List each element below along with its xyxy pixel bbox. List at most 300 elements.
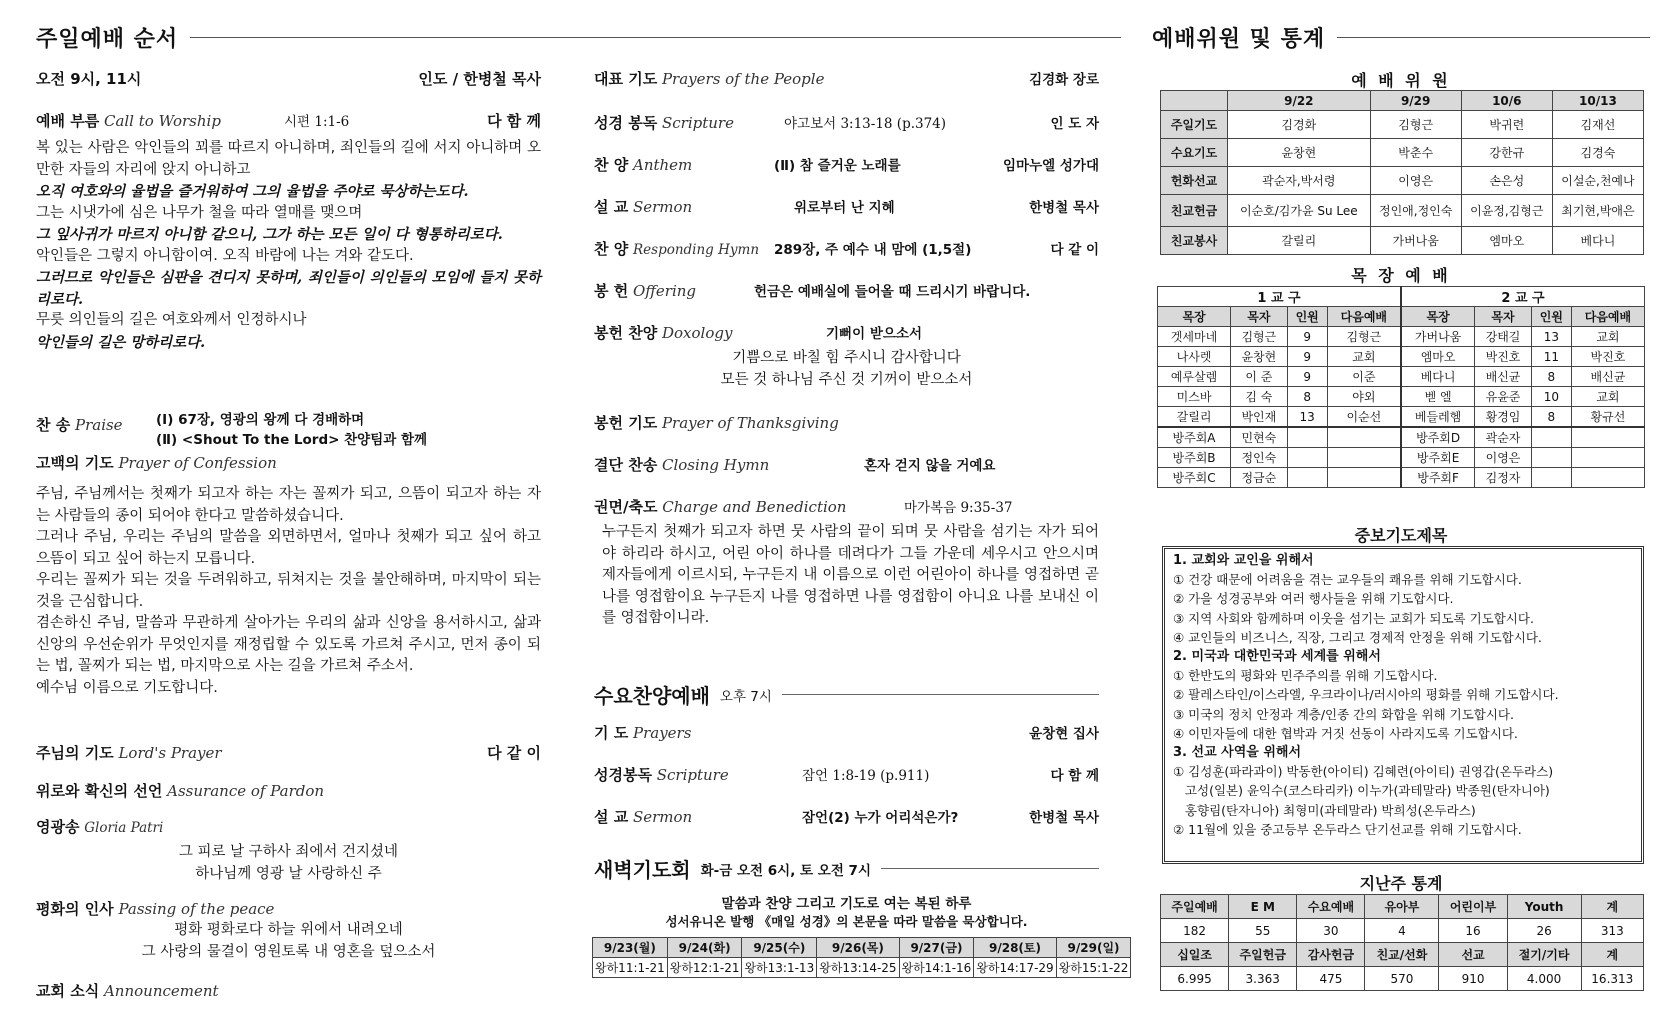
- role-cell: 친교헌금: [1161, 195, 1228, 227]
- prayer-group-heading: 1. 교회와 교인을 위해서: [1173, 553, 1314, 568]
- stat-header: 계: [1581, 895, 1643, 919]
- member-cell: 박귀련: [1461, 111, 1552, 139]
- member-cell: 이영은: [1370, 167, 1461, 195]
- table-cell: 나사렛: [1158, 347, 1231, 367]
- charge-benediction: [594, 496, 1099, 517]
- item-english: Doxology: [661, 324, 733, 342]
- table-cell: 8: [1531, 367, 1571, 387]
- table-cell: [1327, 427, 1401, 448]
- psalm-reading: [36, 138, 541, 353]
- stat-header: 친교/선화: [1365, 943, 1439, 967]
- date-header: 10/13: [1552, 91, 1643, 111]
- stat-value: 182: [1161, 919, 1229, 943]
- participant: 윤창현 집사: [1029, 726, 1099, 742]
- member-cell: 갈릴리: [1228, 227, 1371, 255]
- confession-para: 주님, 주님께서는 첫째가 되고자 하는 자는 꼴찌가 되고, 으뜸이 되고자 하는 자는 사람들의 종이 되어야 한다고 말씀하셨습니다.: [36, 486, 541, 524]
- table-cell: 방주회C: [1158, 468, 1231, 488]
- item-english: Sermon: [632, 198, 693, 216]
- table-cell: 엠마오: [1401, 347, 1475, 367]
- prayer-item: ③ 미국의 정치 안정과 계층/인종 간의 화합을 위해 기도합시다.: [1173, 706, 1514, 722]
- member-cell: 김경화: [1228, 111, 1371, 139]
- member-cell: 이설순,천예나: [1552, 167, 1643, 195]
- sermon: [594, 196, 1099, 217]
- order-of-worship-header: [36, 22, 1121, 53]
- table-cell: 곽순자: [1475, 427, 1532, 448]
- offering-note: 헌금은 예배실에 들어올 때 드리시기 바랍니다.: [754, 284, 1031, 300]
- table-cell: 김정자: [1475, 468, 1532, 488]
- participant: 임마누엘 성가대: [1003, 158, 1099, 174]
- item-english: Anthem: [632, 156, 693, 174]
- table-cell: 방주회B: [1158, 448, 1231, 468]
- lyric-line: 모든 것 하나님 주신 것 기꺼이 받으소서: [720, 371, 973, 388]
- table-cell: 13: [1531, 327, 1571, 347]
- dawn-note: 성서유니온 발행 《매일 성경》의 본문을 따라 말씀을 묵상합니다.: [665, 914, 1028, 929]
- table-row: [1161, 111, 1644, 139]
- table-cell: 교회: [1571, 387, 1644, 407]
- table-row: [1158, 448, 1645, 468]
- date-header: 9/29: [1370, 91, 1461, 111]
- table-row: [1158, 287, 1645, 307]
- table-cell: 김형근: [1327, 327, 1401, 347]
- day-header: 9/27(금): [899, 938, 974, 958]
- stat-header: 어린이부: [1439, 895, 1507, 919]
- closing-hymn: [594, 454, 1099, 475]
- scripture-reading: [594, 112, 1099, 133]
- committee-title: 예 배 위 원: [1351, 71, 1451, 90]
- day-header: 9/26(목): [817, 938, 899, 958]
- reading-cell: 왕하13:14-25: [817, 958, 899, 978]
- prayer-item: ④ 교인들의 비즈니스, 직장, 그리고 경제적 안정을 위해 기도합시다.: [1173, 629, 1542, 645]
- role-cell: 주일기도: [1161, 111, 1228, 139]
- item-title: 찬 양: [594, 156, 629, 174]
- stat-header: 계: [1581, 943, 1643, 967]
- wednesday-time: 오후 7시: [719, 688, 772, 705]
- item-title: 영광송: [36, 818, 80, 836]
- item-english: Lord's Prayer: [118, 744, 222, 762]
- col-header: 인원: [1287, 307, 1327, 327]
- doxology-title: 기뻐이 받으소서: [826, 326, 922, 342]
- table-cell: 배신균: [1475, 367, 1532, 387]
- reading-cell: 왕하12:1-21: [667, 958, 742, 978]
- item-english: Scripture: [661, 114, 734, 132]
- reading-cell: 왕하11:1-21: [593, 958, 668, 978]
- table-row: [1161, 919, 1644, 943]
- stats-title: 지난주 통계: [1359, 874, 1443, 893]
- confession-para: 예수님 이름으로 기도합니다.: [36, 679, 218, 696]
- table-cell: 강태길: [1475, 327, 1532, 347]
- dawn-motto: 말씀과 찬양 그리고 기도로 여는 복된 하루: [721, 896, 972, 912]
- psalm-line: 악인들은 그렇지 아니함이여. 오직 바람에 나는 겨와 같도다.: [36, 247, 414, 264]
- item-title: 고백의 기도: [36, 454, 114, 472]
- reading-cell: 왕하14:17-29: [974, 958, 1056, 978]
- table-cell: 방주회D: [1401, 427, 1475, 448]
- col-header: 목자: [1475, 307, 1532, 327]
- item-english: Responding Hymn: [632, 242, 760, 258]
- section-title: 주일예배 순서: [36, 27, 179, 52]
- item-english: Prayers: [632, 724, 692, 742]
- district-1-header: 1 교 구: [1158, 287, 1401, 307]
- prayer-item: ② 11월에 있을 중고등부 온두라스 단기선교를 위해 기도합시다.: [1173, 821, 1522, 837]
- table-cell: 황경임: [1475, 407, 1532, 428]
- table-row: [1161, 167, 1644, 195]
- table-cell: 김형근: [1231, 327, 1288, 347]
- wednesday-prayer: [594, 722, 1099, 743]
- lyric-line: 그 사랑의 물결이 영원토록 내 영혼을 덮으소서: [141, 943, 436, 960]
- item-title: 주님의 기도: [36, 744, 114, 762]
- stat-header: 유아부: [1365, 895, 1439, 919]
- table-row: [593, 938, 1131, 958]
- call-to-worship: [36, 110, 541, 131]
- stat-header: Youth: [1507, 895, 1581, 919]
- table-row: [1158, 468, 1645, 488]
- stat-value: 570: [1365, 967, 1439, 991]
- participant: 인 도 자: [1050, 116, 1099, 132]
- prayer-item: ③ 지역 사회와 함께하며 이웃을 섬기는 교회가 되도록 기도합시다.: [1173, 610, 1534, 626]
- anthem-title: (Ⅱ) 참 즐거운 노래를: [774, 158, 901, 174]
- table-row: [1158, 367, 1645, 387]
- intercession-title: 중보기도제목: [1354, 526, 1448, 545]
- doxology-lyrics: [594, 348, 1099, 391]
- table-cell: 예루살렘: [1158, 367, 1231, 387]
- stat-value: 16.313: [1581, 967, 1643, 991]
- member-cell: 윤창현: [1228, 139, 1371, 167]
- corner-cell: [1161, 91, 1228, 111]
- stat-header: E M: [1229, 895, 1297, 919]
- praise: [36, 412, 541, 448]
- item-title: 봉헌 찬양: [594, 324, 658, 342]
- committee-table: [1160, 90, 1644, 255]
- scripture-ref: 잠언 1:8-19 (p.911): [802, 768, 930, 784]
- table-cell: [1571, 468, 1644, 488]
- lyric-line: 평화 평화로다 하늘 위에서 내려오네: [174, 922, 403, 938]
- confession-text: [36, 484, 541, 699]
- table-cell: 13: [1287, 407, 1327, 428]
- stat-value: 26: [1507, 919, 1581, 943]
- stat-header: 주일헌금: [1229, 943, 1297, 967]
- item-title: 예배 부름: [36, 112, 100, 130]
- stat-value: 910: [1439, 967, 1507, 991]
- role-cell: 수요기도: [1161, 139, 1228, 167]
- peace-lyrics: [36, 920, 541, 963]
- district-2-header: 2 교 구: [1401, 287, 1645, 307]
- table-row: [1158, 387, 1645, 407]
- section-title: 예배위원 및 통계: [1152, 27, 1326, 52]
- table-cell: 유윤준: [1475, 387, 1532, 407]
- item-title: 기 도: [594, 724, 629, 742]
- table-cell: 이순선: [1327, 407, 1401, 428]
- table-row: [1158, 307, 1645, 327]
- member-cell: 김경숙: [1552, 139, 1643, 167]
- table-cell: 8: [1531, 407, 1571, 428]
- prayer-item: ① 한반도의 평화와 민주주의를 위해 기도합시다.: [1173, 668, 1438, 684]
- table-cell: 9: [1287, 347, 1327, 367]
- table-cell: 겟세마네: [1158, 327, 1231, 347]
- doxology: [594, 322, 1099, 343]
- stat-value: 3.363: [1229, 967, 1297, 991]
- participant: 다 함 께: [1050, 768, 1099, 784]
- member-cell: 엠마오: [1461, 227, 1552, 255]
- table-cell: [1531, 448, 1571, 468]
- passing-peace: [36, 898, 274, 919]
- item-english: Praise: [74, 416, 123, 434]
- wednesday-scripture: [594, 764, 1099, 785]
- table-cell: 베들레헴: [1401, 407, 1475, 428]
- table-cell: 박진호: [1475, 347, 1532, 367]
- table-row: [1161, 91, 1644, 111]
- responding-hymn: [594, 238, 1099, 259]
- stat-value: 4: [1365, 919, 1439, 943]
- item-title: 설 교: [594, 808, 629, 826]
- participant: 다 같 이: [1050, 242, 1099, 258]
- member-cell: 베다니: [1552, 227, 1643, 255]
- praise-hymn-2: (Ⅱ) <Shout To the Lord> 찬양팀과 함께: [156, 432, 428, 448]
- gloria-patri: [36, 816, 163, 837]
- table-cell: 9: [1287, 367, 1327, 387]
- hymn-title: 혼자 걷지 않을 거예요: [864, 458, 996, 474]
- table-cell: 정금순: [1231, 468, 1288, 488]
- item-english: Passing of the peace: [118, 900, 275, 918]
- table-cell: 이영은: [1475, 448, 1532, 468]
- section-rule: [190, 37, 1121, 38]
- member-cell: 박춘수: [1370, 139, 1461, 167]
- stats-table: [1160, 894, 1644, 991]
- item-english: Prayers of the People: [661, 70, 825, 88]
- item-title: 찬 양: [594, 240, 629, 258]
- item-english: Prayer of Thanksgiving: [661, 414, 839, 432]
- table-cell: 박진호: [1571, 347, 1644, 367]
- table-row: [593, 958, 1131, 978]
- table-cell: [1571, 427, 1644, 448]
- item-english: Assurance of Pardon: [167, 782, 325, 800]
- member-cell: 가버나움: [1370, 227, 1461, 255]
- section-rule: [1337, 37, 1650, 38]
- lyric-line: 하나님께 영광 날 사랑하신 주: [195, 865, 382, 882]
- stat-header: 선교: [1439, 943, 1507, 967]
- dawn-prayer-header: [594, 854, 1099, 883]
- member-cell: 김재선: [1552, 111, 1643, 139]
- reading-cell: 왕하13:1-13: [742, 958, 817, 978]
- service-time: 오전 9시, 11시: [36, 70, 142, 88]
- table-row: [1161, 943, 1644, 967]
- item-english: Call to Worship: [103, 112, 221, 130]
- service-leader: 인도 / 한병철 목사: [418, 70, 541, 88]
- preacher: 한병철 목사: [1029, 810, 1099, 826]
- table-cell: 가버나움: [1401, 327, 1475, 347]
- table-row: [1158, 327, 1645, 347]
- date-header: 10/6: [1461, 91, 1552, 111]
- table-cell: 교회: [1571, 327, 1644, 347]
- item-title: 설 교: [594, 198, 629, 216]
- table-cell: [1571, 448, 1644, 468]
- hymn-title: 289장, 주 예수 내 맘에 (1,5절): [774, 242, 972, 258]
- psalm-line: 그는 시냇가에 심은 나무가 철을 따라 열매를 맺으며: [36, 204, 363, 221]
- col-header: 다음예배: [1327, 307, 1401, 327]
- section-rule: [782, 694, 1099, 695]
- member-cell: 정인애,정인숙: [1370, 195, 1461, 227]
- stat-header: 절기/기타: [1507, 943, 1581, 967]
- table-row: [1161, 195, 1644, 227]
- dawn-title: 새벽기도회: [594, 858, 691, 882]
- lyric-line: 기쁨으로 바칠 힘 주시니 감사합니다: [732, 350, 961, 366]
- table-cell: 11: [1531, 347, 1571, 367]
- stat-header: 수요예배: [1297, 895, 1365, 919]
- item-title: 위로와 확신의 선언: [36, 782, 163, 800]
- item-title: 대표 기도: [594, 70, 658, 88]
- item-english: Announcement: [103, 982, 219, 1000]
- preacher: 한병철 목사: [1029, 200, 1099, 216]
- table-cell: 교회: [1327, 347, 1401, 367]
- scripture-ref: 시편 1:1-6: [284, 114, 350, 130]
- item-title: 봉헌 기도: [594, 414, 658, 432]
- item-english: Prayer of Confession: [118, 454, 277, 472]
- dawn-schedule-table: [592, 937, 1131, 978]
- table-cell: 이 준: [1231, 367, 1288, 387]
- participant: 김경화 장로: [1029, 72, 1099, 88]
- cell-worship-table: [1157, 286, 1645, 488]
- stat-value: 30: [1297, 919, 1365, 943]
- table-cell: 박인재: [1231, 407, 1288, 428]
- intercession-box: [1162, 546, 1644, 864]
- psalm-line: 무릇 의인들의 길은 여호와께서 인정하시나: [36, 312, 307, 328]
- table-cell: 민현숙: [1231, 427, 1288, 448]
- col-header: 목장: [1401, 307, 1475, 327]
- prayer-item: ② 팔레스타인/이스라엘, 우크라이나/러시아의 평화를 위해 기도합시다.: [1173, 687, 1559, 703]
- section-rule: [881, 868, 1099, 869]
- psalm-line: 오직 여호와의 율법을 즐거워하여 그의 율법을 주야로 묵상하는도다.: [36, 183, 469, 200]
- item-title: 결단 찬송: [594, 456, 658, 474]
- table-row: [1161, 227, 1644, 255]
- scripture-ref: 야고보서 3:13-18 (p.374): [784, 116, 947, 132]
- table-row: [1161, 895, 1644, 919]
- table-cell: 갈릴리: [1158, 407, 1231, 428]
- item-english: Charge and Benediction: [662, 498, 847, 516]
- day-header: 9/25(수): [742, 938, 817, 958]
- reading-cell: 왕하14:1-16: [899, 958, 974, 978]
- role-cell: 헌화선교: [1161, 167, 1228, 195]
- table-cell: 배신균: [1571, 367, 1644, 387]
- item-english: Gloria Patri: [84, 820, 164, 836]
- benediction-text: 누구든지 첫째가 되고자 하면 뭇 사람의 끝이 되며 뭇 사람을 섬기는 자가 되어야 하리라 하시고, 어린 아이 하나를 데려다가 그들 가운데 세우시고 안으시며 제자들에게 이르시되, 누구든지 내 이름으로 이런 어린아이 하나를 영접하면 곧 나를 영접함이요 누구든지 나를 영접하면 나를 영접함이 아니요 나를 보내신 이를 영접함이니라.: [602, 524, 1099, 626]
- lyric-line: 그 피로 날 구하사 죄에서 건지셨네: [178, 844, 399, 860]
- member-cell: 곽순자,박서령: [1228, 167, 1371, 195]
- table-row: [1158, 347, 1645, 367]
- table-row: [1161, 139, 1644, 167]
- stat-value: 4.000: [1507, 967, 1581, 991]
- table-row: [1158, 427, 1645, 448]
- day-header: 9/23(월): [593, 938, 668, 958]
- item-english: Scripture: [656, 766, 729, 784]
- table-cell: 방주회E: [1401, 448, 1475, 468]
- table-cell: [1287, 468, 1327, 488]
- date-header: 9/22: [1228, 91, 1371, 111]
- stat-header: 주일예배: [1161, 895, 1229, 919]
- table-cell: [1287, 427, 1327, 448]
- table-cell: [1287, 448, 1327, 468]
- stat-value: 55: [1229, 919, 1297, 943]
- member-cell: 강한규: [1461, 139, 1552, 167]
- item-title: 교회 소식: [36, 982, 100, 1000]
- table-cell: 베다니: [1401, 367, 1475, 387]
- prayer-item: ② 가을 성경공부와 여러 행사들을 위해 기도합시다.: [1173, 591, 1454, 607]
- table-cell: [1531, 427, 1571, 448]
- sermon-title: 위로부터 난 지혜: [794, 200, 895, 216]
- prayer-item: ① 김성훈(파라과이) 박동한(아이티) 김혜련(아이티) 권영갑(온두라스): [1173, 764, 1554, 780]
- member-cell: 손은성: [1461, 167, 1552, 195]
- member-cell: 최기현,박애은: [1552, 195, 1643, 227]
- table-cell: 벧 엘: [1401, 387, 1475, 407]
- table-cell: 미스바: [1158, 387, 1231, 407]
- item-title: 봉 헌: [594, 282, 629, 300]
- item-title: 성경봉독: [594, 766, 652, 784]
- col-header: 인원: [1531, 307, 1571, 327]
- representative-prayer: [594, 68, 1099, 89]
- table-cell: 방주회F: [1401, 468, 1475, 488]
- table-cell: [1327, 468, 1401, 488]
- table-row: [1161, 967, 1644, 991]
- item-english: Offering: [632, 282, 697, 300]
- day-header: 9/29(일): [1056, 938, 1131, 958]
- member-cell: 김형근: [1370, 111, 1461, 139]
- item-title: 권면/축도: [594, 498, 658, 516]
- reading-cell: 왕하15:1-22: [1056, 958, 1131, 978]
- day-header: 9/24(화): [667, 938, 742, 958]
- confession-para: 우리는 꼴찌가 되는 것을 두려워하고, 뒤쳐지는 것을 불안해하며, 마지막이 되는 것을 근심합니다.: [36, 572, 541, 610]
- wednesday-service-header: [594, 680, 1099, 709]
- dawn-time: 화-금 오전 6시, 토 오전 7시: [700, 862, 871, 879]
- item-title: 평화의 인사: [36, 900, 114, 918]
- psalm-line: 복 있는 사람은 악인들의 꾀를 따르지 아니하며, 죄인들의 길에 서지 아니하며 오만한 자들의 자리에 앉지 아니하고: [36, 140, 541, 178]
- confession-para: 겸손하신 주님, 말씀과 무관하게 살아가는 우리의 삶과 신앙을 용서하시고, 삶과 신앙의 우선순위가 무엇인지를 재정립할 수 있도록 가르쳐 주시고, 먼저 종이 되는 법, 꼴찌가 되는 법, 마지막으로 사는 길을 가르쳐 주소서.: [36, 615, 541, 674]
- stat-value: 313: [1581, 919, 1643, 943]
- participant: 다 함 께: [487, 112, 541, 130]
- confession-heading: [36, 452, 277, 473]
- prayer-group-heading: 2. 미국과 대한민국과 세계를 위해서: [1173, 649, 1381, 665]
- gloria-lyrics: [36, 842, 541, 885]
- col-header: 목자: [1231, 307, 1288, 327]
- item-title: 성경 봉독: [594, 114, 658, 132]
- confession-para: 그러나 주님, 우리는 주님의 말씀을 외면하면서, 얼마나 첫째가 되고 싶어 하고 으뜸이 되고 싶어 하는지 모릅니다.: [36, 529, 541, 567]
- item-english: Closing Hymn: [661, 456, 770, 474]
- table-cell: [1531, 468, 1571, 488]
- prayer-item: 홍향림(탄자니아) 최형미(과테말라) 박희성(온두라스): [1173, 802, 1476, 818]
- anthem: [594, 154, 1099, 175]
- table-row: [1158, 407, 1645, 428]
- sermon-title: 잠언(2) 누가 어리석은가?: [802, 810, 959, 826]
- stat-header: 감사헌금: [1297, 943, 1365, 967]
- stat-header: 십일조: [1161, 943, 1229, 967]
- participant: 다 같 이: [487, 744, 541, 762]
- cell-worship-title: 목 장 예 배: [1351, 266, 1451, 285]
- lords-prayer: [36, 742, 541, 763]
- member-cell: 이윤정,김형근: [1461, 195, 1552, 227]
- table-cell: 김 숙: [1231, 387, 1288, 407]
- table-cell: 이준: [1327, 367, 1401, 387]
- day-header: 9/28(토): [974, 938, 1056, 958]
- table-cell: 황규선: [1571, 407, 1644, 428]
- psalm-line: 악인들의 길은 망하리로다.: [36, 333, 206, 351]
- prayer-item: ① 건강 때문에 어려움을 겪는 교우들의 쾌유를 위해 기도합시다.: [1173, 572, 1522, 588]
- offering: [594, 280, 1099, 301]
- stat-value: 16: [1439, 919, 1507, 943]
- wednesday-title: 수요찬양예배: [594, 684, 710, 708]
- item-english: Sermon: [632, 808, 693, 826]
- col-header: 다음예배: [1571, 307, 1644, 327]
- stat-value: 6.995: [1161, 967, 1229, 991]
- item-title: 찬 송: [36, 416, 71, 434]
- table-cell: [1327, 448, 1401, 468]
- table-cell: 야외: [1327, 387, 1401, 407]
- member-cell: 이순호/김가윤 Su Lee: [1228, 195, 1371, 227]
